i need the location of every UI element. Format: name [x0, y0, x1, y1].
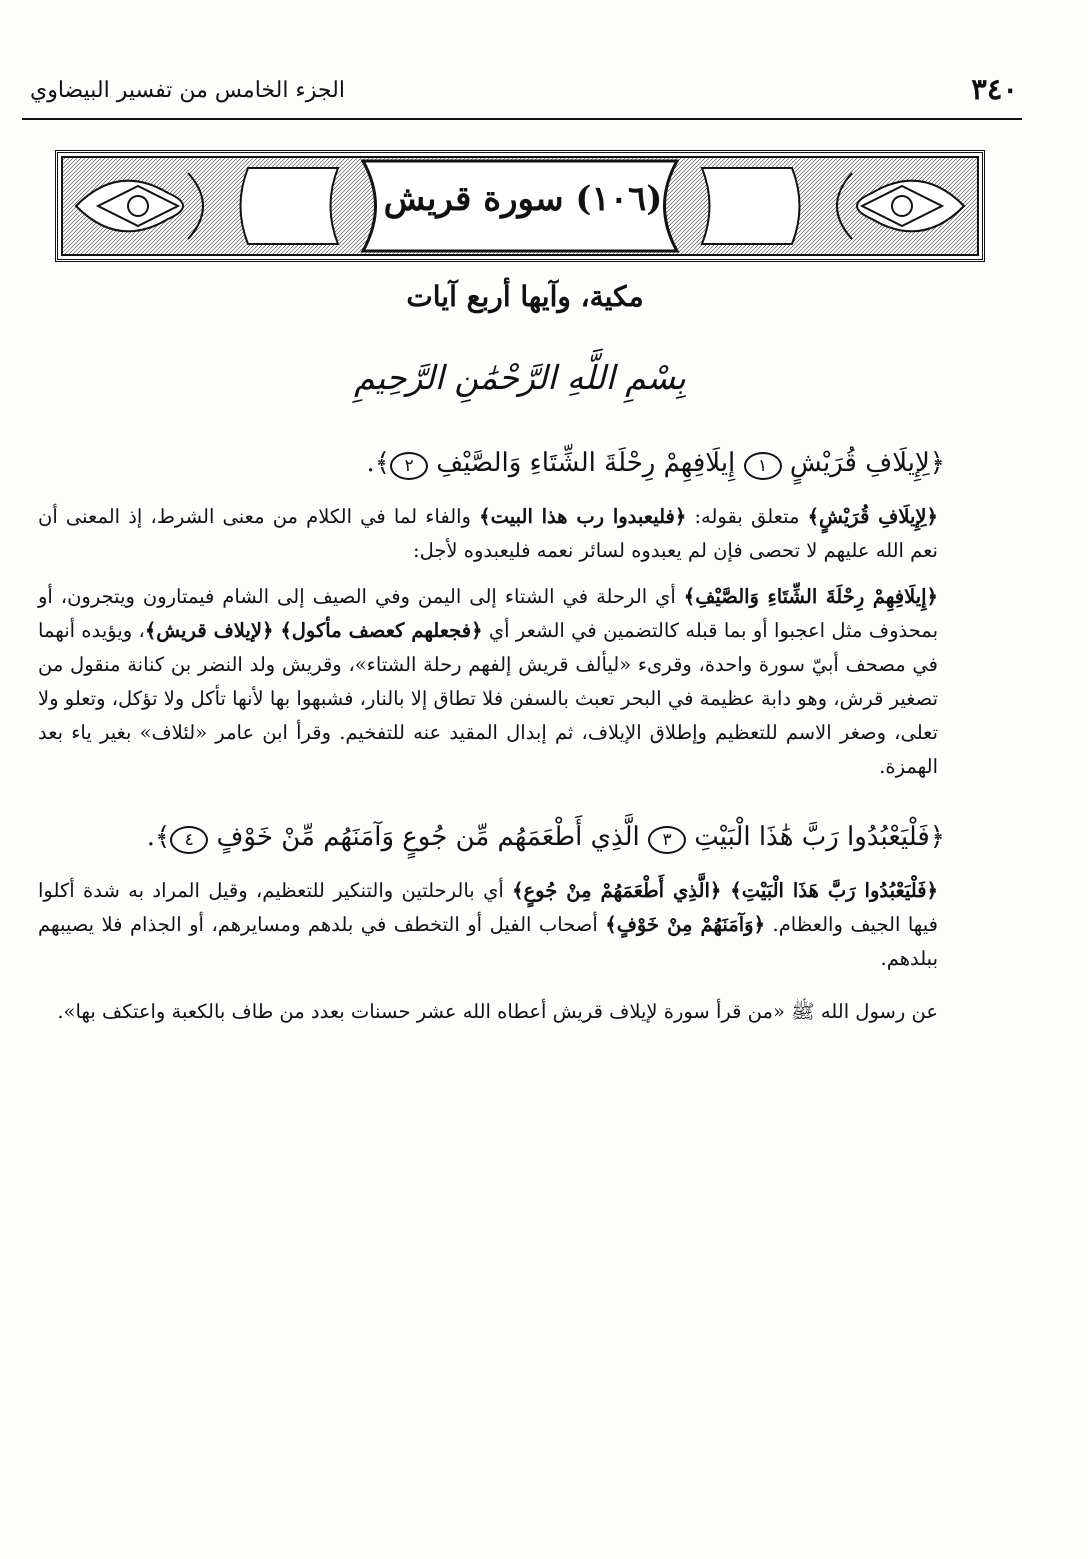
quoted-verse: ﴿فجعلهم كعصف مأكول﴾ ﴿لإيلاف قريش﴾	[144, 619, 483, 642]
verse-line	[100, 822, 945, 854]
quoted-verse: ﴿وَآمَنَهُمْ مِنْ خَوْفٍ﴾	[605, 913, 766, 936]
verse-end: ﴾.	[366, 448, 391, 478]
commentary-paragraph	[38, 874, 938, 976]
running-title: الجزء الخامس من تفسير البيضاوي	[30, 78, 345, 103]
ayah-number: ٢	[390, 452, 428, 480]
commentary-paragraph	[38, 500, 938, 568]
surah-title: (١٠٦) سورة قريش	[383, 179, 663, 219]
verse-text: ﴿فَلْيَعْبُدُوا رَبَّ هَٰذَا الْبَيْتِ	[694, 822, 945, 852]
commentary-text: ، ويؤيده أنهما في مصحف أبيّ سورة واحدة، وقرىء «ليألف قريش إلفهم رحلة الشتاء»، وقريش ولد النضر بن كنانة منقول من تصغير قرش، وهو دابة عظيمة في البحر تعبث بالسفن فلا تطاق إلا بالنار، فشبهوا بها لأنها تأكل ولا تؤكل، وتعلو ولا تعلى، وصغر الاسم للتعظيم وإطلاق الإيلاف، ثم إبدال المقيد عنه للتفخيم. وقرأ ابن عامر «لئلاف» بغير ياء بعد الهمزة.	[38, 619, 938, 778]
ayah-number: ٣	[648, 826, 686, 854]
hadith-paragraph	[38, 995, 938, 1029]
commentary-text: أصحاب الفيل أو التخطف في بلدهم ومسايرهم، أو الجذام فلا يصيبهم ببلدهم.	[38, 913, 938, 970]
quoted-verse: ﴿لِإِيلَافِ قُرَيْشٍ﴾	[807, 505, 938, 528]
hadith-text: عن رسول الله ﷺ «من قرأ سورة لإيلاف قريش أعطاه الله عشر حسنات بعدد من طاف بالكعبة واعتكف بها».	[57, 1000, 938, 1023]
verse-text: الَّذِي أَطْعَمَهُم مِّن جُوعٍ وَآمَنَهُم مِّنْ خَوْفٍ	[216, 822, 640, 852]
page-header	[22, 70, 1022, 120]
verse-end: ﴾.	[146, 822, 171, 852]
quoted-verse: ﴿فَلْيَعْبُدُوا رَبَّ هَذَا الْبَيْتِ﴾ ﴿الَّذِي أَطْعَمَهُمْ مِنْ جُوعٍ﴾	[512, 879, 938, 902]
ayah-number: ٤	[170, 826, 208, 854]
ayah-number: ١	[744, 452, 782, 480]
page-number: ٣٤٠	[971, 72, 1018, 106]
verse-text: ﴿لِإِيلَافِ قُرَيْشٍ	[789, 448, 945, 478]
basmala: بِسْمِ اللَّهِ الرَّحْمَٰنِ الرَّحِيمِ	[354, 358, 686, 397]
verse-line	[100, 448, 945, 480]
verse-text: إِيلَافِهِمْ رِحْلَةَ الشِّتَاءِ وَالصَّيْفِ	[436, 448, 736, 478]
commentary-text: أي الرحلة في الشتاء إلى اليمن وفي الصيف إلى الشام فيمتارون ويتجرون، أو بمحذوف مثل اعجبوا أو بما قبله كالتضمين في الشعر أي	[38, 585, 939, 642]
commentary-paragraph	[38, 580, 938, 784]
commentary-text: والفاء لما في الكلام من معنى الشرط، إذ المعنى أن نعم الله عليهم لا تحصى فإن لم يعبدوه لسائر نعمه فليعبدوه لأجل:	[38, 505, 938, 562]
quoted-verse: ﴿إِيلَافِهِمْ رِحْلَةَ الشِّتَاءِ وَالصَّيْفِ﴾	[683, 585, 938, 608]
quoted-verse: ﴿فليعبدوا رب هذا البيت﴾	[479, 505, 687, 528]
commentary-text: متعلق بقوله:	[686, 505, 808, 528]
surah-banner	[55, 150, 985, 262]
surah-subtitle: مكية، وآيها أربع آيات	[406, 280, 644, 313]
commentary-text: أي بالرحلتين والتنكير للتعظيم، وقيل المراد به شدة أكلوا فيها الجيف والعظام.	[38, 879, 938, 936]
